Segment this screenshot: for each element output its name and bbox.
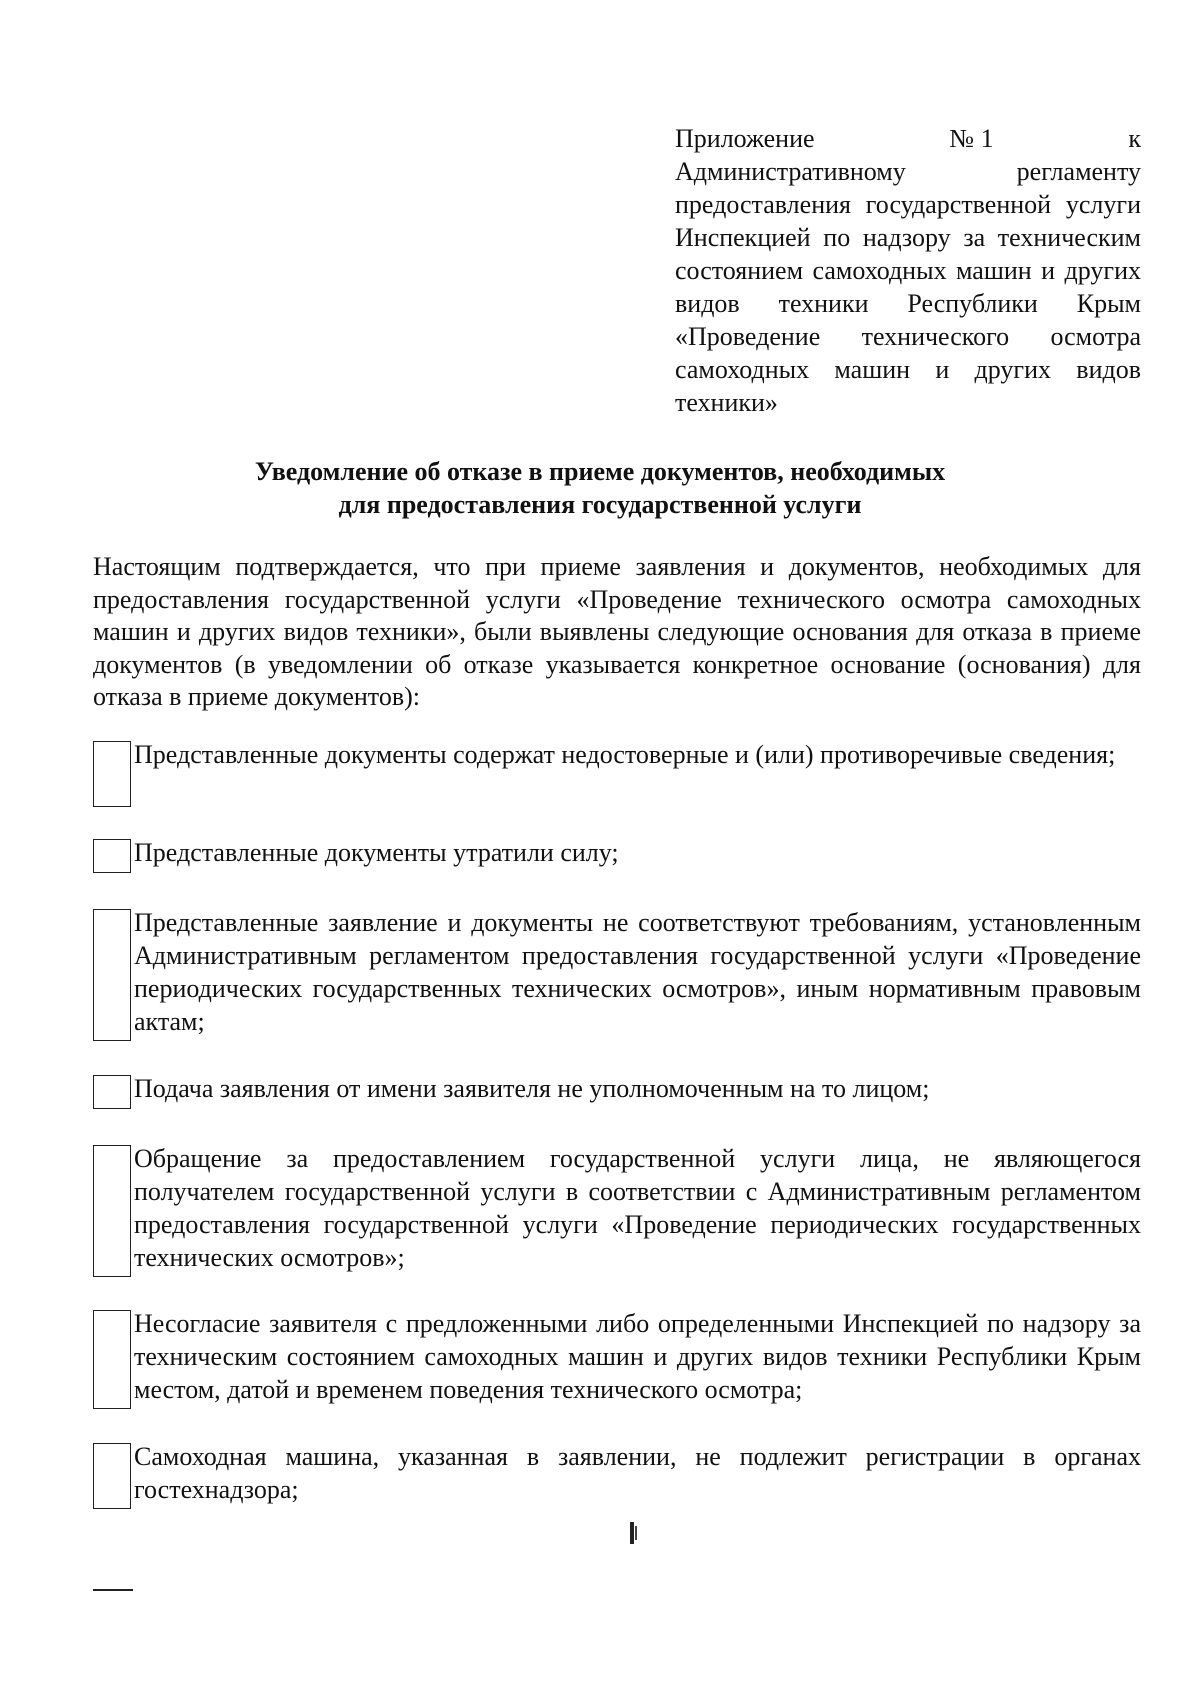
appendix-preposition: к [1128, 124, 1141, 153]
refusal-ground-3-checkbox[interactable] [93, 909, 131, 1041]
refusal-ground-2-checkbox[interactable] [93, 839, 131, 873]
refusal-ground-5-checkbox[interactable] [93, 1145, 131, 1277]
refusal-ground-7-text: Самоходная машина, указанная в заявлении, не подлежит регистрации в органах гостехнадзора; [134, 1442, 1141, 1504]
notice-intro: Настоящим подтверждается, что при приеме заявления и документов, необходимых для предоставления государственной услуги «Проведение технического осмотра самоходных машин и других видов техники», были выявлены следующие основания для отказа в приеме документов (в уведомлении об отказе указывается конкретное основание (основания) для отказа в приеме документов): [93, 552, 1141, 711]
notice-title-line-2: для предоставления государственной услуги [338, 490, 862, 519]
refusal-ground-7-checkbox[interactable] [93, 1443, 131, 1509]
refusal-ground-6-checkbox[interactable] [93, 1310, 131, 1409]
refusal-ground-1[interactable] [93, 738, 1141, 771]
appendix-word: Приложение [675, 124, 815, 153]
refusal-ground-4[interactable] [93, 1072, 1141, 1105]
refusal-ground-5-text: Обращение за предоставлением государственной услуги лица, не являющегося получателем государственной услуги в соответствии с Административным регламентом предоставления государственной услуги «Проведение периодических государственных технических осмотров»; [134, 1144, 1141, 1272]
refusal-ground-2-text: Представленные документы утратили силу; [134, 838, 619, 867]
refusal-ground-6[interactable] [93, 1307, 1141, 1406]
refusal-ground-1-checkbox[interactable] [93, 741, 131, 807]
refusal-ground-4-text: Подача заявления от имени заявителя не уполномоченным на то лицом; [134, 1074, 930, 1103]
appendix-number: № 1 [949, 124, 994, 153]
refusal-ground-1-text: Представленные документы содержат недостоверные и (или) противоречивые сведения; [134, 740, 1116, 769]
refusal-ground-3[interactable] [93, 906, 1141, 1038]
notice-title-line-1: Уведомление об отказе в приеме документов, необходимых [254, 457, 946, 486]
refusal-ground-3-text: Представленные заявление и документы не соответствуют требованиям, установленным Административным регламентом предоставления государственной услуги «Проведение периодических государственных технических осмотров», иным нормативным правовым актам; [134, 908, 1141, 1036]
refusal-ground-6-text: Несогласие заявителя с предложенными либо определенными Инспекцией по надзору за техническим состоянием самоходных машин и других видов техники Республики Крым местом, датой и временем поведения технического осмотра; [134, 1309, 1141, 1404]
refusal-ground-5[interactable] [93, 1142, 1141, 1274]
refusal-ground-2[interactable] [93, 836, 1141, 869]
footnote-rule [93, 1589, 133, 1591]
scan-mark [630, 1522, 634, 1544]
refusal-ground-7[interactable] [93, 1440, 1141, 1506]
appendix-regulation-title: Административному регламенту предоставления государственной услуги Инспекцией по надзору за техническим состоянием самоходных машин и других видов техники Республики Крым «Проведение технического осмотра самоходных машин и других видов техники» [675, 157, 1141, 417]
refusal-ground-4-checkbox[interactable] [93, 1075, 131, 1109]
